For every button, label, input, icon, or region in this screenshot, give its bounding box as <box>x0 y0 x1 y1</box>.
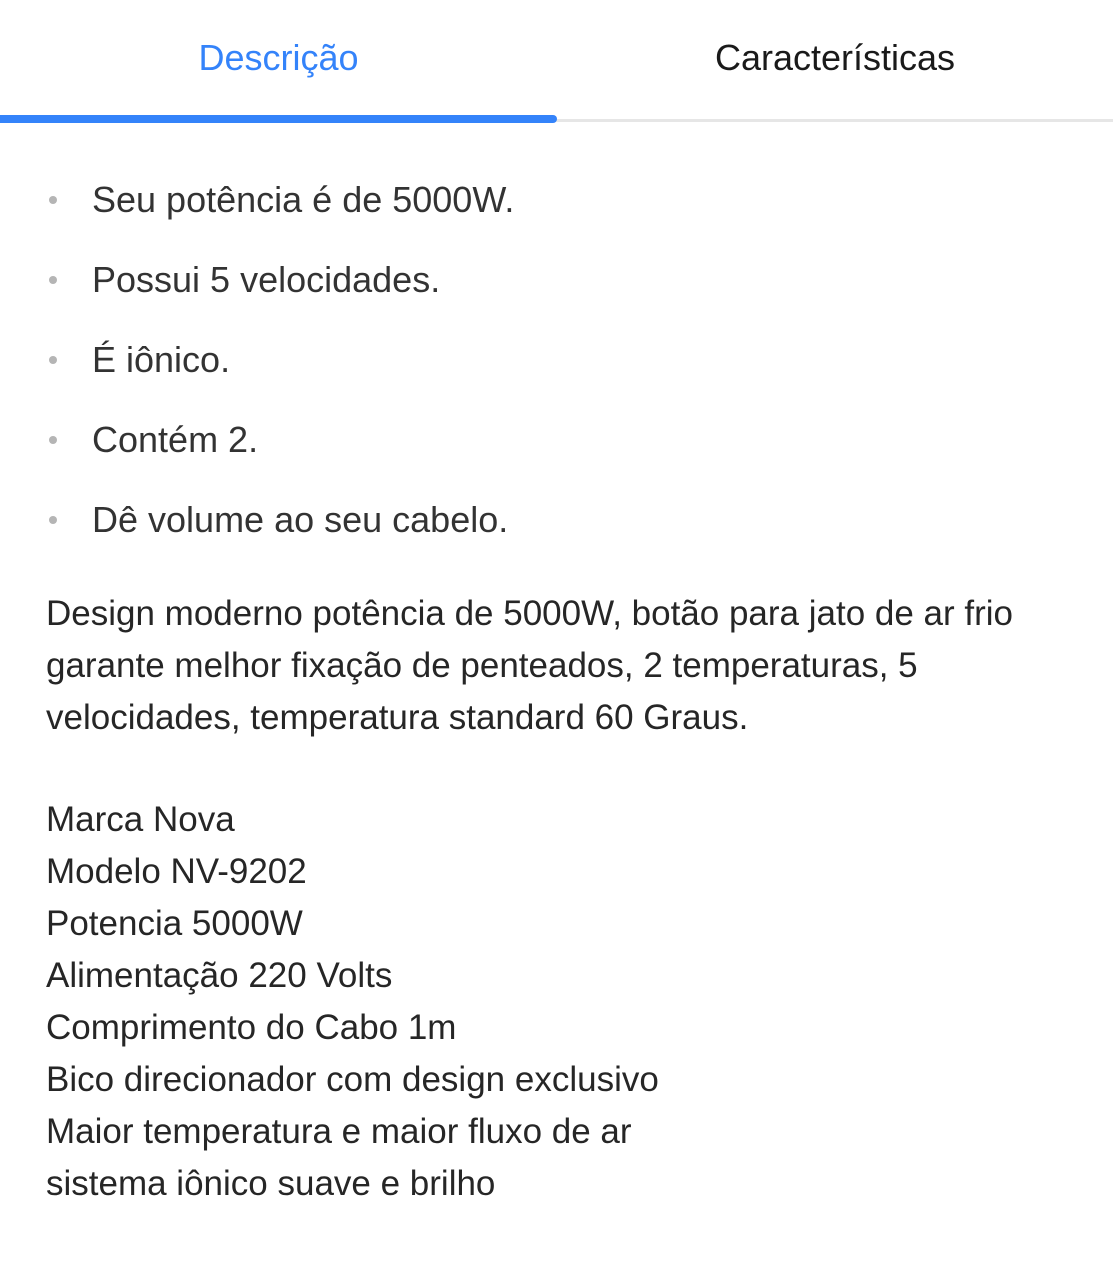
bullet-text: Dê volume ao seu cabelo. <box>92 499 509 540</box>
list-item <box>0 480 1113 560</box>
spec-list <box>46 794 1086 1210</box>
bullet-text: Seu potência é de 5000W. <box>92 179 515 220</box>
spec-line: Marca Nova <box>46 800 235 839</box>
spec-line: Potencia 5000W <box>46 904 303 943</box>
tab-descricao[interactable]: Descrição <box>198 37 359 78</box>
bullet-dot-icon <box>49 436 57 444</box>
spec-line: Comprimento do Cabo 1m <box>46 1008 457 1047</box>
bullet-text: Possui 5 velocidades. <box>92 259 441 300</box>
list-item <box>0 320 1113 400</box>
list-item <box>0 400 1113 480</box>
tab-bar <box>0 0 1113 124</box>
tab-caracteristicas[interactable]: Características <box>714 37 956 78</box>
bullet-text: É iônico. <box>92 339 231 380</box>
bullet-dot-icon <box>49 196 57 204</box>
active-tab-indicator <box>0 115 557 123</box>
spec-line: Maior temperatura e maior fluxo de ar <box>46 1112 632 1151</box>
bullet-dot-icon <box>49 516 57 524</box>
bullet-dot-icon <box>49 356 57 364</box>
bullet-text: Contém 2. <box>92 419 259 460</box>
spec-line: sistema iônico suave e brilho <box>46 1164 496 1203</box>
list-item <box>0 240 1113 320</box>
description-paragraph: Design moderno potência de 5000W, botão para jato de ar frio garante melhor fixação de penteados, 2 temperaturas, 5 velocidades, temperatura standard 60 Graus. <box>46 594 1014 737</box>
feature-bullet-list <box>0 160 1113 560</box>
spec-line: Alimentação 220 Volts <box>46 956 393 995</box>
bullet-dot-icon <box>49 276 57 284</box>
spec-line: Bico direcionador com design exclusivo <box>46 1060 659 1099</box>
spec-line: Modelo NV-9202 <box>46 852 307 891</box>
list-item <box>0 160 1113 240</box>
